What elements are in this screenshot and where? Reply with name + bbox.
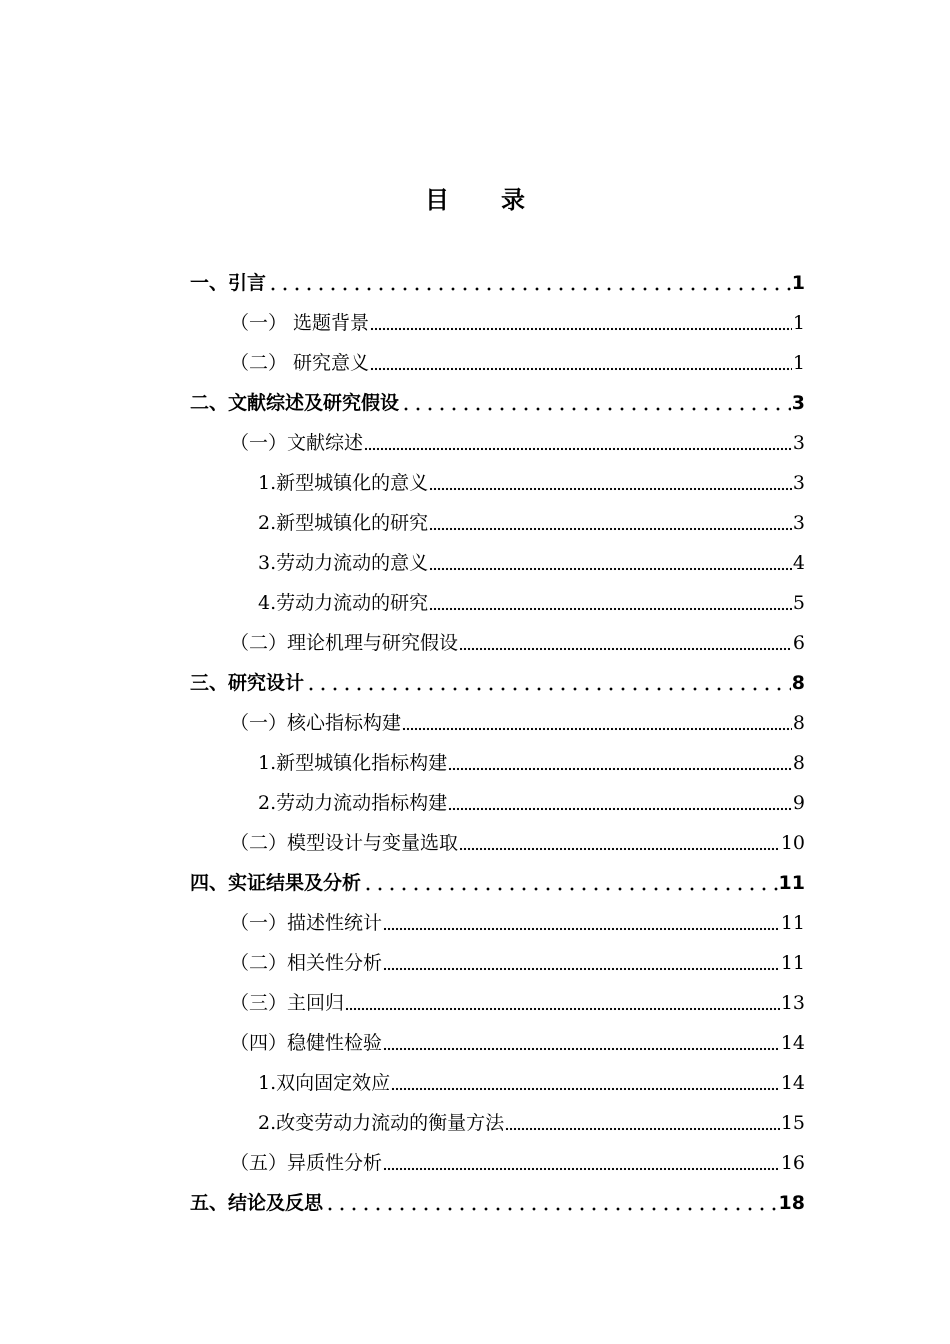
toc-entry-label: 三、研究设计 xyxy=(190,672,305,694)
toc-entry-label: （四）稳健性检验 xyxy=(230,1032,383,1054)
toc-entry-label: （五）异质性分析 xyxy=(230,1152,383,1174)
dot-leader xyxy=(383,1047,780,1051)
toc-entry-page: 1 xyxy=(791,272,805,294)
toc-title-char: 录 xyxy=(501,186,525,214)
toc-entry-page: 1 xyxy=(792,312,805,334)
dot-leader xyxy=(459,847,780,851)
toc-entry-label: 2.改变劳动力流动的衡量方法 xyxy=(258,1112,505,1134)
toc-entry[interactable] xyxy=(190,1058,805,1098)
dot-leader xyxy=(429,607,792,611)
toc-entry[interactable] xyxy=(190,1018,805,1058)
toc-entry[interactable] xyxy=(190,898,805,938)
toc-entry-label: 二、文献综述及研究假设 xyxy=(190,392,400,414)
toc-entry-label: （二） 研究意义 xyxy=(230,352,370,374)
toc-entry-label: 五、结论及反思 xyxy=(190,1192,324,1214)
toc-entry[interactable] xyxy=(190,1178,805,1218)
toc-entry-page: 8 xyxy=(792,752,805,774)
toc-entry[interactable] xyxy=(190,658,805,698)
toc-entry[interactable] xyxy=(190,938,805,978)
toc-entry[interactable] xyxy=(190,738,805,778)
dot-leader xyxy=(324,1207,778,1211)
dot-leader xyxy=(400,407,791,411)
dot-leader xyxy=(448,767,792,771)
toc-entry-page: 11 xyxy=(778,872,805,894)
toc-entry-page: 4 xyxy=(792,552,805,574)
dot-leader xyxy=(429,487,792,491)
toc-entry[interactable] xyxy=(190,578,805,618)
dot-leader xyxy=(429,527,792,531)
toc-entry[interactable] xyxy=(190,818,805,858)
toc-entry-label: （一） 选题背景 xyxy=(230,312,370,334)
toc-entry[interactable] xyxy=(190,1098,805,1138)
toc-entry-page: 13 xyxy=(780,992,805,1014)
toc-entry-label: 四、实证结果及分析 xyxy=(190,872,362,894)
dot-leader xyxy=(383,967,780,971)
toc-entry-page: 3 xyxy=(792,472,805,494)
toc-entry-page: 15 xyxy=(780,1112,805,1134)
dot-leader xyxy=(429,567,792,571)
toc-entry-label: （一）文献综述 xyxy=(230,432,364,454)
toc-entry[interactable] xyxy=(190,298,805,338)
toc-entry-label: 3.劳动力流动的意义 xyxy=(258,552,429,574)
toc-entry[interactable] xyxy=(190,618,805,658)
toc-entry-page: 8 xyxy=(792,712,805,734)
toc-entry[interactable] xyxy=(190,418,805,458)
toc-entry-label: 2.新型城镇化的研究 xyxy=(258,512,429,534)
toc-entry-page: 11 xyxy=(780,952,805,974)
toc-entry-page: 8 xyxy=(791,672,805,694)
toc-entry-label: 1.新型城镇化的意义 xyxy=(258,472,429,494)
toc-entry-page: 1 xyxy=(792,352,805,374)
toc-entry[interactable] xyxy=(190,498,805,538)
toc-entry-label: 2.劳动力流动指标构建 xyxy=(258,792,448,814)
dot-leader xyxy=(267,287,791,291)
toc-entry-label: 1.双向固定效应 xyxy=(258,1072,391,1094)
toc-entry-label: 一、引言 xyxy=(190,272,267,294)
toc-entry-page: 14 xyxy=(780,1032,805,1054)
dot-leader xyxy=(364,447,792,451)
toc-entry[interactable] xyxy=(190,778,805,818)
toc-entry-label: （三）主回归 xyxy=(230,992,345,1014)
dot-leader xyxy=(383,1167,780,1171)
toc-entry[interactable] xyxy=(190,458,805,498)
toc-entry[interactable] xyxy=(190,1138,805,1178)
dot-leader xyxy=(459,647,792,651)
toc-entry-page: 5 xyxy=(792,592,805,614)
toc-entry-label: 4.劳动力流动的研究 xyxy=(258,592,429,614)
toc-entry-page: 16 xyxy=(780,1152,805,1174)
toc-entry-page: 14 xyxy=(780,1072,805,1094)
dot-leader xyxy=(505,1127,780,1131)
toc-entry[interactable] xyxy=(190,978,805,1018)
dot-leader xyxy=(370,367,792,371)
toc-entry[interactable] xyxy=(190,698,805,738)
toc-entry-page: 11 xyxy=(780,912,805,934)
toc-entry-label: 1.新型城镇化指标构建 xyxy=(258,752,448,774)
dot-leader xyxy=(383,927,780,931)
toc-entry-page: 3 xyxy=(791,392,805,414)
dot-leader xyxy=(370,327,792,331)
dot-leader xyxy=(362,887,778,891)
toc-entry[interactable] xyxy=(190,258,805,298)
toc-entry-label: （二）相关性分析 xyxy=(230,952,383,974)
toc-entry-label: （一）核心指标构建 xyxy=(230,712,402,734)
table-of-contents xyxy=(190,258,805,1218)
toc-entry[interactable] xyxy=(190,858,805,898)
toc-entry[interactable] xyxy=(190,538,805,578)
toc-entry-page: 10 xyxy=(780,832,805,854)
toc-entry-label: （二）理论机理与研究假设 xyxy=(230,632,459,654)
toc-entry-page: 18 xyxy=(778,1192,805,1214)
toc-entry[interactable] xyxy=(190,338,805,378)
toc-entry-page: 6 xyxy=(792,632,805,654)
toc-entry-label: （二）模型设计与变量选取 xyxy=(230,832,459,854)
toc-entry-page: 3 xyxy=(792,432,805,454)
dot-leader xyxy=(391,1087,780,1091)
dot-leader xyxy=(345,1007,780,1011)
dot-leader xyxy=(305,687,791,691)
toc-title-char: 目 xyxy=(425,186,449,214)
toc-entry-page: 3 xyxy=(792,512,805,534)
dot-leader xyxy=(402,727,792,731)
toc-entry-page: 9 xyxy=(792,792,805,814)
toc-entry[interactable] xyxy=(190,378,805,418)
dot-leader xyxy=(448,807,792,811)
toc-title xyxy=(0,180,950,215)
toc-entry-label: （一）描述性统计 xyxy=(230,912,383,934)
